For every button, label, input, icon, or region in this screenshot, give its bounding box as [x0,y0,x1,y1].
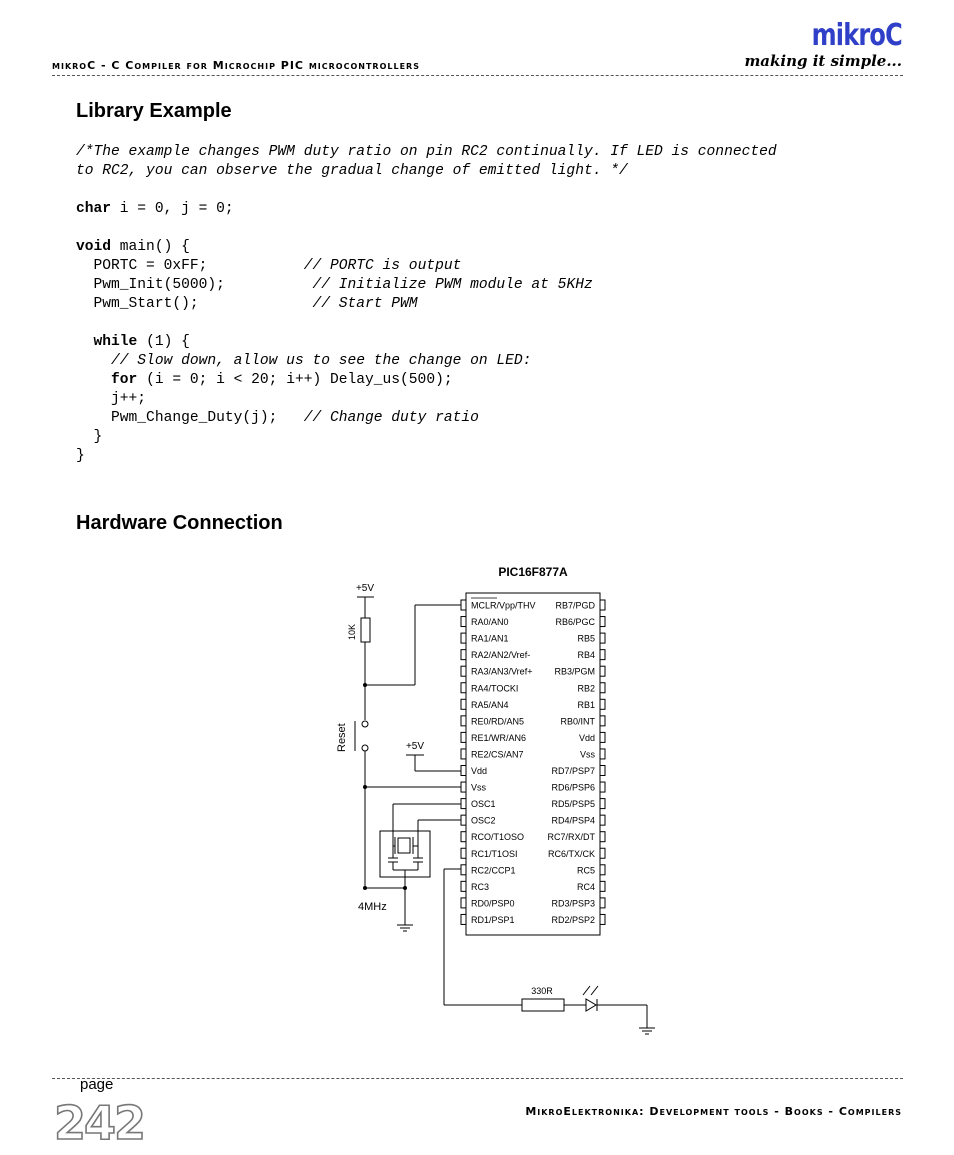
chip-pin-label-left: MCLR/Vpp/THV [471,600,536,611]
chip-pin-left [461,832,466,842]
chip-pin-label-right: RB0/INT [560,716,595,727]
chip-pin-label-right: RB2 [577,683,595,694]
chip-pin-left [461,749,466,759]
chip-pin-left [461,650,466,660]
chip-pin-right [600,650,605,660]
reset-label: Reset [336,723,348,752]
chip-name: PIC16F877A [498,565,568,579]
chip-pin-label-left: RA5/AN4 [471,699,509,710]
chip-pin-label-right: RB7/PGD [555,600,595,611]
chip-pin-label-left: RC1/T1OSI [471,848,518,859]
chip-pin-right [600,617,605,627]
chip-pin-right [600,633,605,643]
code-keyword: while [93,334,138,350]
chip-pin-right [600,749,605,759]
vcc-label: +5V [405,741,425,752]
chip-pin-left [461,898,466,908]
reset-switch-contact [362,745,368,751]
chip-pin-label-right: RC4 [576,881,595,892]
chip-pin-left [461,815,466,825]
chip-pin-label-left: RE2/CS/AN7 [471,749,524,760]
chip-pin-label-right: RC5 [576,865,595,876]
chip-pin-right [600,600,605,610]
chip-pin-label-left: RC3 [471,881,490,892]
chip-pin-right [600,699,605,709]
code-keyword: for [111,372,138,388]
chip-pin-label-right: Vss [579,749,595,760]
chip-pin-left [461,799,466,809]
chip-pin-left [461,766,466,776]
chip-pin-left [461,716,466,726]
chip-pin-right [600,766,605,776]
code-comment: to RC2, you can observe the gradual change of emitted light. */ [76,163,628,179]
chip-pin-right [600,848,605,858]
chip-pin-right [600,832,605,842]
chip-pin-label-right: RC7/RX/DT [547,832,595,843]
chip-pin-right [600,865,605,875]
chip-pin-label-right: RD2/PSP2 [551,914,595,925]
resistor-330r-label: 330R [531,986,553,996]
chip-pin-left [461,914,466,924]
chip-pin-label-right: RD6/PSP6 [551,782,595,793]
chip-pin-label-left: RCO/T1OSO [471,832,525,843]
chip-pin-right [600,732,605,742]
reset-switch-contact [362,721,368,727]
chip-pin-left [461,782,466,792]
led-diode [586,999,596,1011]
chip-pin-label-left: Vdd [471,766,488,776]
chip-pin-label-left: RD1/PSP1 [471,914,515,925]
section-title-hardware-connection: Hardware Connection [76,512,283,534]
chip-pin-left [461,881,466,891]
header-title: mikroC - C Compiler for Microchip PIC microcontrollers [52,59,420,72]
chip-pin-label-right: RC6/TX/CK [547,848,595,859]
crystal [398,838,410,853]
chip-pin-label-left: RA4/TOCKI [471,683,519,694]
chip-pin-right [600,666,605,676]
chip-pin-label-right: RB6/PGC [555,617,595,628]
code-comment: /*The example changes PWM duty ratio on pin RC2 continually. If LED is connected [76,144,777,160]
chip-pin-label-left: RA0/AN0 [471,617,509,628]
mikroc-logo: mikroC [811,18,902,53]
chip-pin-label-right: RD3/PSP3 [551,898,595,909]
chip-pin-label-right: RB5 [577,633,595,644]
chip-pin-label-left: RA1/AN1 [471,633,509,644]
code-keyword: char [76,201,112,217]
chip-pin-label-left: RD0/PSP0 [471,898,515,909]
vcc-label: +5V [355,583,375,594]
chip-pin-left [461,666,466,676]
chip-pin-label-right: RD7/PSP7 [551,766,595,776]
chip-pin-label-right: RB3/PGM [554,666,595,677]
header-tagline: making it simple... [744,52,902,70]
chip-pin-left [461,699,466,709]
chip-pin-right [600,799,605,809]
page-number: 242 [54,1096,145,1150]
chip-pin-label-left: OSC2 [471,815,496,826]
chip-pin-label-right: Vdd [578,732,595,743]
chip-pin-label-right: RB4 [577,650,595,661]
footer-divider [52,1078,903,1079]
chip-pin-label-left: OSC1 [471,799,496,810]
chip-pin-right [600,914,605,924]
chip-pin-label-right: RB1 [577,699,595,710]
chip-pin-left [461,633,466,643]
chip-pin-left [461,848,466,858]
chip-pin-label-left: RE0/RD/AN5 [471,716,525,727]
code-keyword: void [76,239,112,255]
resistor-10k [361,618,370,642]
footer-text: MikroElektronika: Development tools - Books - Compilers [525,1105,902,1118]
chip-pin-label-left: Vss [471,782,487,793]
chip-pin-right [600,898,605,908]
chip-pin-label-left: RA2/AN2/Vref- [471,650,531,661]
resistor-330r [522,999,564,1011]
chip-pin-left [461,600,466,610]
chip-pin-left [461,617,466,627]
chip-pin-right [600,815,605,825]
chip-pin-label-left: RE1/WR/AN6 [471,732,527,743]
resistor-10k-label: 10K [347,623,357,640]
chip-pin-left [461,865,466,875]
chip-pin-right [600,782,605,792]
chip-pin-right [600,881,605,891]
page-label: page [80,1076,114,1093]
chip-pin-right [600,716,605,726]
chip-pin-right [600,683,605,693]
chip-pin-label-left: RA3/AN3/Vref+ [471,666,533,677]
crystal-label: 4MHz [358,901,387,913]
chip-pin-label-left: RC2/CCP1 [471,865,516,876]
code-block: /*The example changes PWM duty ratio on pin RC2 continually. If LED is connected to RC2, you can observe the gradual change of emitted light. */ char i = 0, j = 0; void main() { PORTC = 0xFF; // PORTC is output Pwm_Init(5000); // Initialize PWM module at 5KHz Pwm_Start(); // Start PWM while (1) { // Slow down, allow us to see the change on LED: for (i = 0; i < 20; i++) Delay_us(500); j++; Pwm_Change_Duty(j); // Change duty ratio } } [76,144,777,464]
section-title-library-example: Library Example [76,100,232,122]
chip-pin-left [461,683,466,693]
chip-pin-left [461,732,466,742]
chip-pin-label-right: RD4/PSP4 [551,815,595,826]
chip-pin-label-right: RD5/PSP5 [551,799,595,810]
